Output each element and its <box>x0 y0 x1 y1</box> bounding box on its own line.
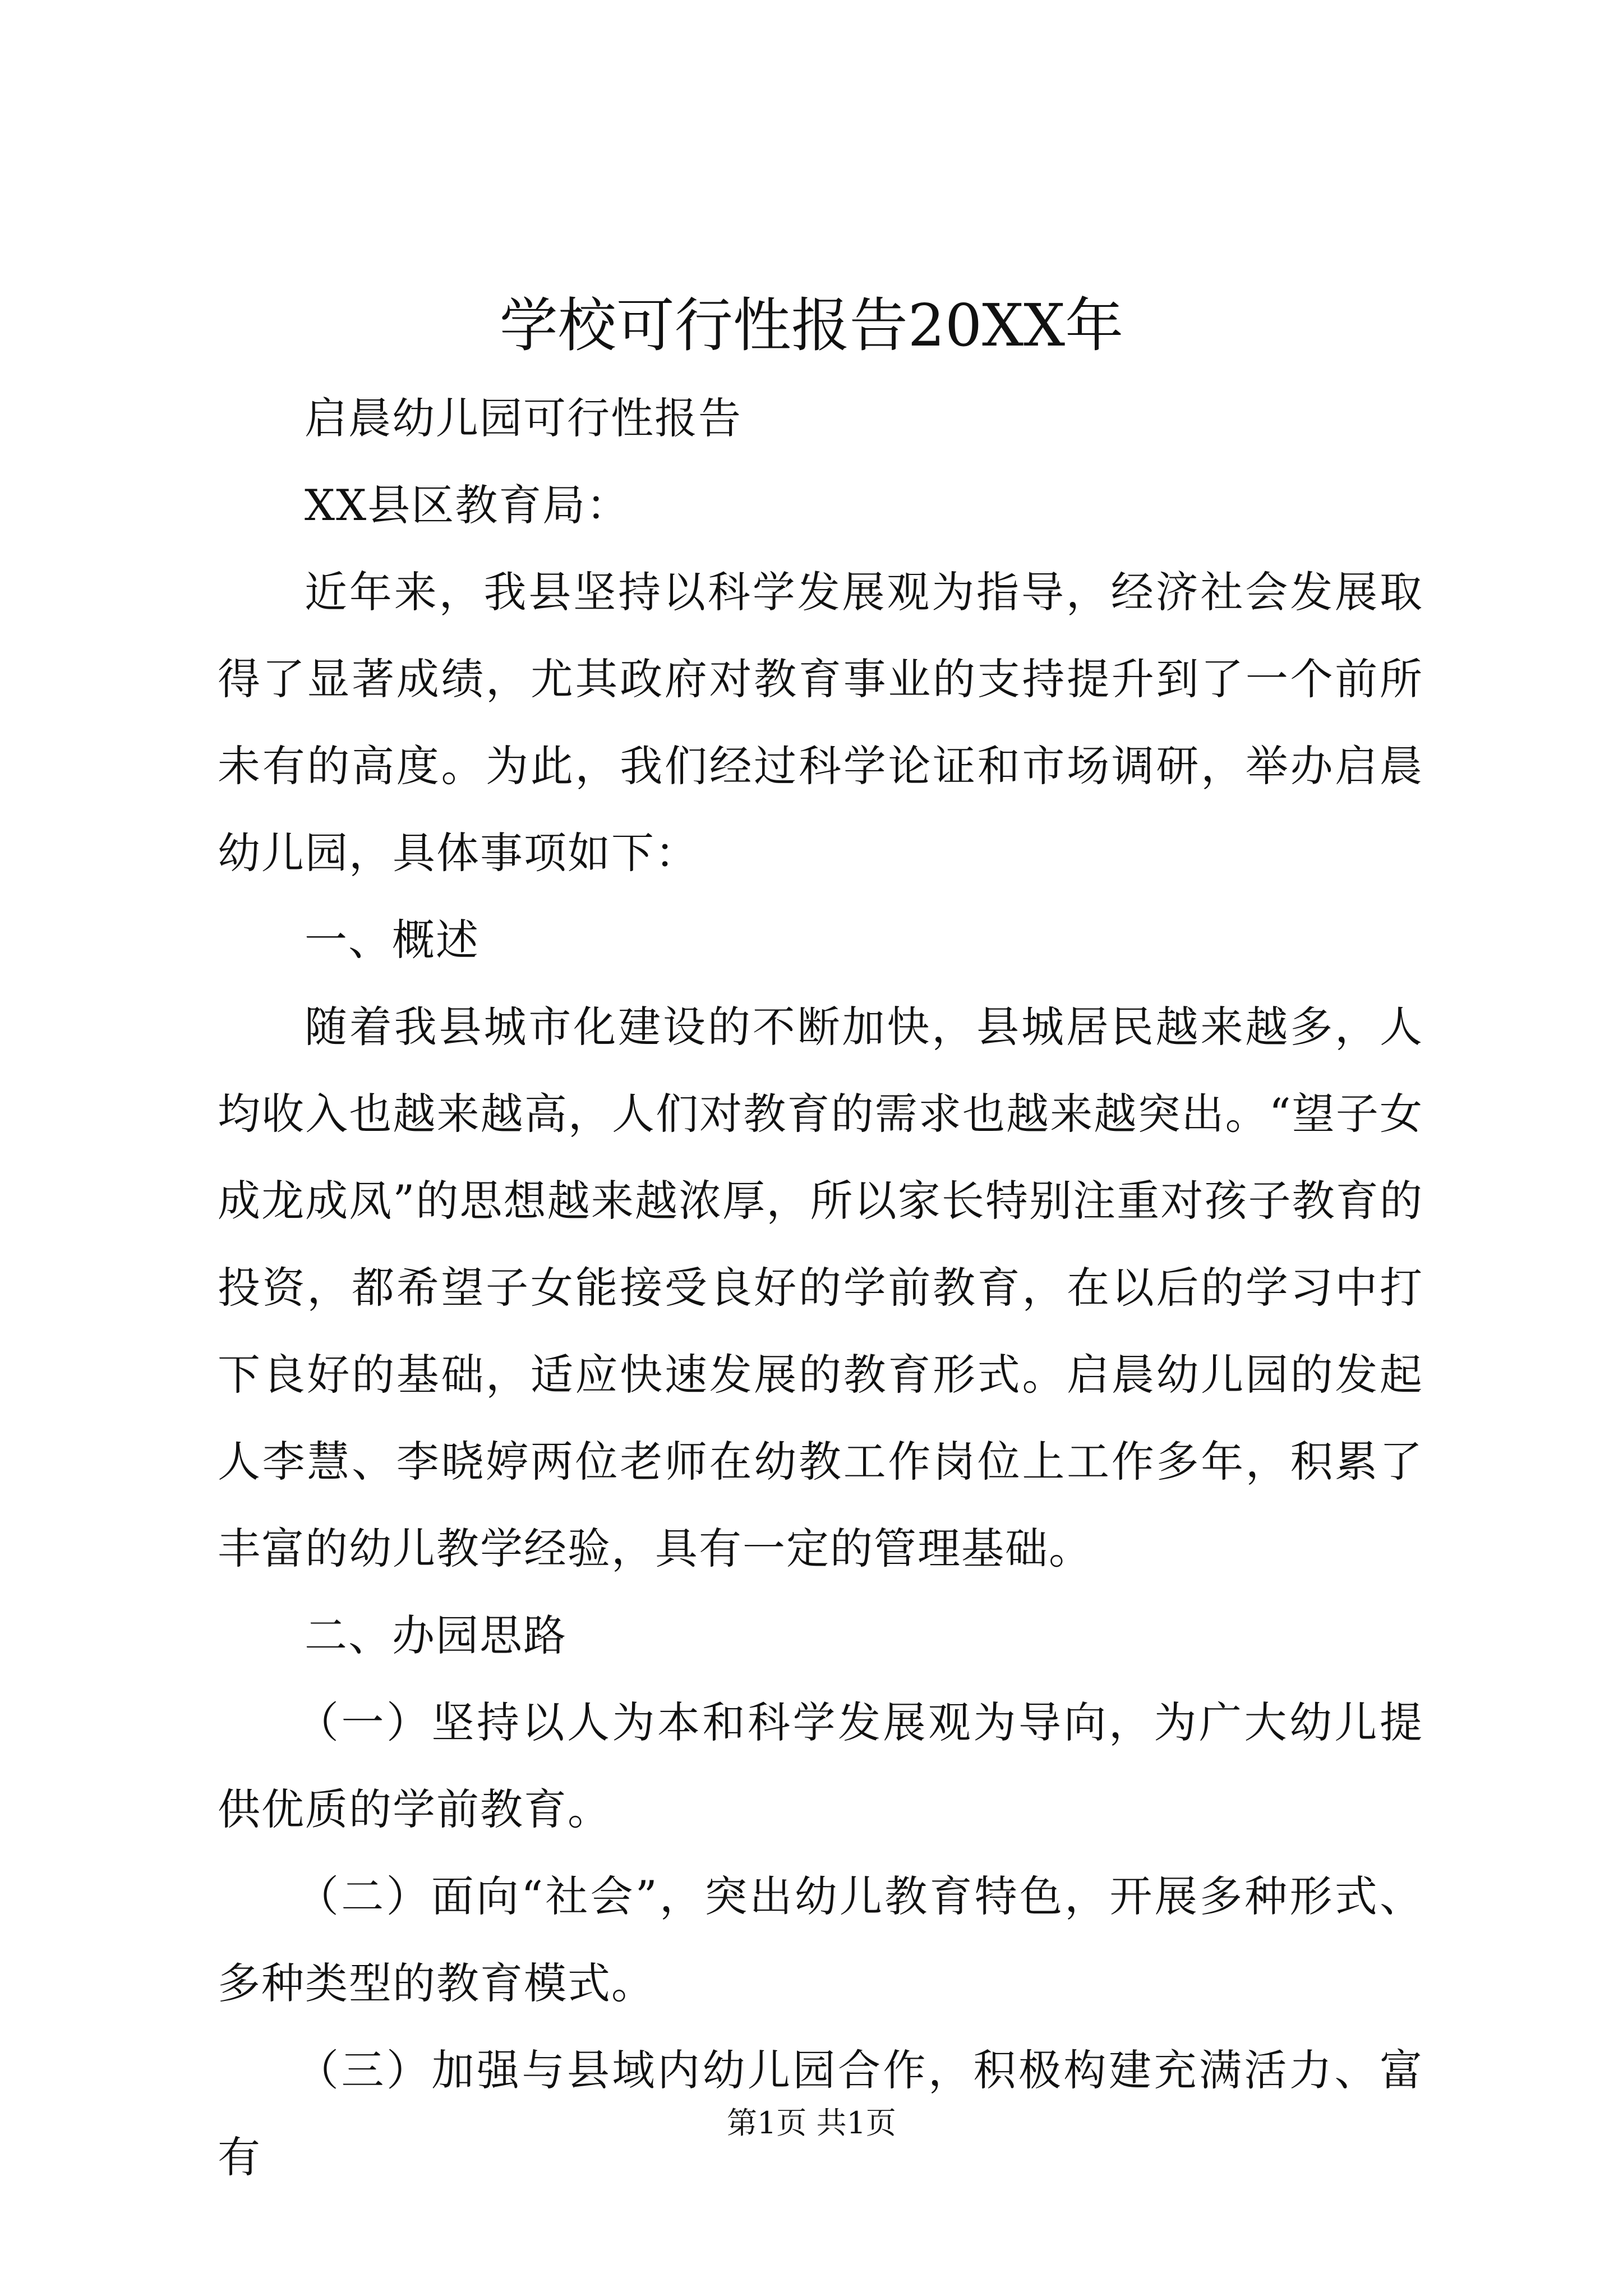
section-heading-approach: 二、办园思路 <box>305 1611 567 1660</box>
paragraph-approach-3: （三）加强与县域内幼儿园合作，积极构建充满活力、富有 <box>218 2045 1423 2182</box>
paragraph-approach-2: （二）面向“社会”，突出幼儿教育特色，开展多种形式、多种类型的教育模式。 <box>218 1871 1423 2008</box>
section-heading-overview: 一、概述 <box>305 915 479 965</box>
page-footer: 第1页 共1页 <box>727 2105 896 2141</box>
document-title: 学校可行性报告20XX年 <box>499 291 1124 360</box>
paragraph-intro: 近年来，我县坚持以科学发展观为指导，经济社会发展取得了显著成绩，尤其政府对教育事业的支持提升到了一个前所未有的高度。为此，我们经过科学论证和市场调研，举办启晨幼儿园，具体事项如下： <box>218 567 1423 878</box>
paragraph-approach-1: （一）坚持以人为本和科学发展观为导向，为广大幼儿提供优质的学前教育。 <box>218 1697 1423 1834</box>
paragraph-addressee: XX县区教育局： <box>305 480 630 530</box>
document-body <box>218 375 1423 2201</box>
paragraph-report-name: 启晨幼儿园可行性报告 <box>305 393 742 443</box>
paragraph-overview: 随着我县城市化建设的不断加快，县城居民越来越多，人均收入也越来越高，人们对教育的需求也越来越突出。“望子女成龙成凤”的思想越来越浓厚，所以家长特别注重对孩子教育的投资，都希望子女能接受良好的学前教育，在以后的学习中打下良好的基础，适应快速发展的教育形式。启晨幼儿园的发起人李慧、李晓婷两位老师在幼教工作岗位上工作多年，积累了丰富的幼儿教学经验，具有一定的管理基础。 <box>218 1002 1423 1573</box>
